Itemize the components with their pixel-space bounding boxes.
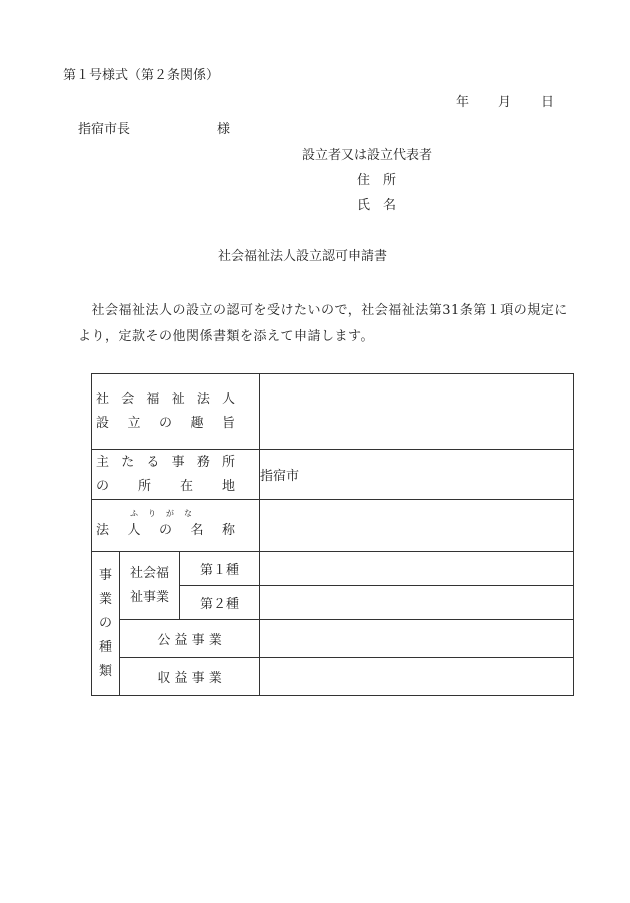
public-interest-value[interactable] [260, 620, 574, 658]
body-text: 社会福祉法人の設立の認可を受けたいので，社会福祉法第31条第１項の規定により，定款その他関係書類を添えて申請します。 [78, 303, 568, 344]
applicant-name-label: 氏 名 [357, 198, 397, 213]
form-number: 第１号様式（第２条関係） [63, 68, 220, 83]
profit-label: 収 益 事 業 [120, 658, 260, 696]
applicant-title: 設立者又は設立代表者 [302, 148, 433, 163]
name-label [92, 500, 260, 552]
profit-row [92, 658, 574, 696]
office-label-line1: 主 た る 事 務 所 [96, 454, 236, 470]
office-row [92, 450, 574, 500]
public-interest-row [92, 620, 574, 658]
office-label-line2: の 所 在 地 [96, 478, 236, 494]
purpose-label-line1: 社 会 福 祉 法 人 [96, 391, 236, 407]
name-row [92, 500, 574, 552]
addressee-name: 指宿市長 [78, 122, 131, 137]
public-interest-label: 公 益 事 業 [120, 620, 260, 658]
purpose-label-line2: 設 立 の 趣 旨 [96, 415, 236, 431]
addressee-honorific: 様 [217, 122, 231, 137]
date-month: 月 [498, 95, 512, 110]
application-table [91, 373, 574, 696]
profit-value[interactable] [260, 658, 574, 696]
type1-label: 第１種 [180, 552, 260, 586]
type1-row [92, 552, 574, 586]
applicant-address-label: 住 所 [357, 173, 397, 188]
date-day: 日 [541, 95, 555, 110]
office-label [92, 450, 260, 500]
purpose-row [92, 374, 574, 450]
name-ruby: ふりがな [130, 508, 202, 518]
date-year: 年 [456, 95, 470, 110]
name-value[interactable] [260, 500, 574, 552]
document-title: 社会福祉法人設立認可申請書 [218, 249, 388, 264]
type1-value[interactable] [260, 552, 574, 586]
type2-value[interactable] [260, 586, 574, 620]
purpose-label [92, 374, 260, 450]
welfare-business-label: 社会福 祉事業 [120, 552, 180, 620]
type2-label: 第２種 [180, 586, 260, 620]
purpose-value[interactable] [260, 374, 574, 450]
office-value[interactable]: 指宿市 [260, 450, 574, 500]
business-type-label: 事 業 の 種 類 [92, 552, 120, 696]
name-label-line: 法 人 の 名 称 [96, 522, 236, 538]
